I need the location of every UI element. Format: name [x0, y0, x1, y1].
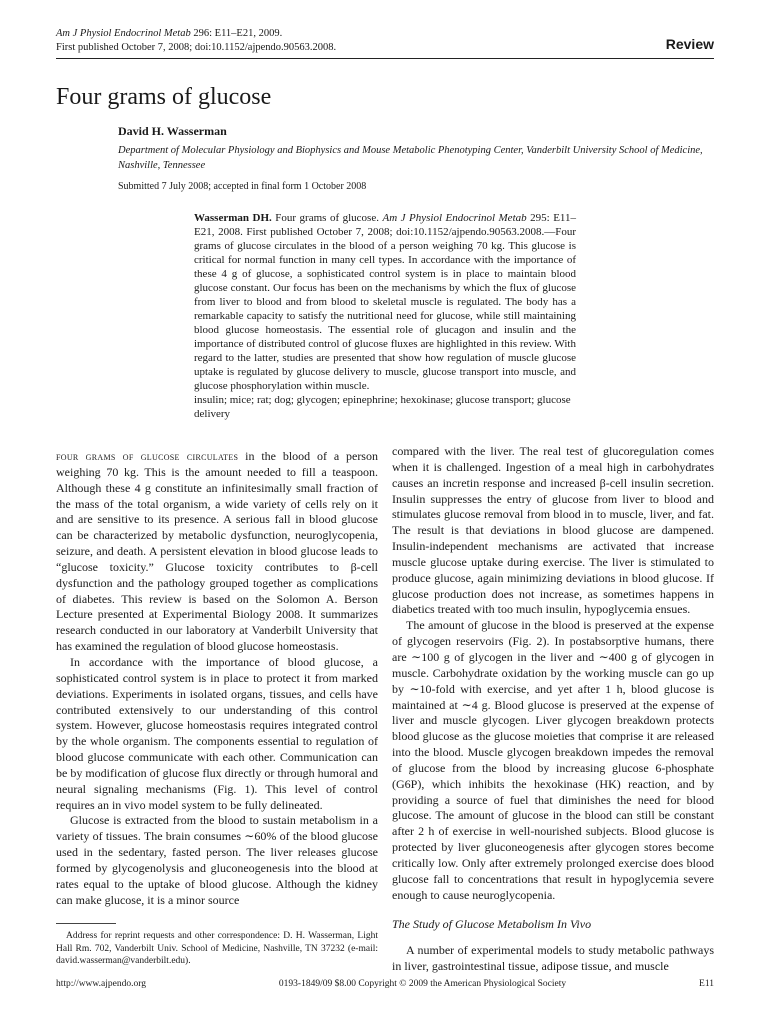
paragraph-text: in the blood of a person weighing 70 kg. This is the amount needed to fill a teaspoon. Although these 4 g constitute an infinitesimally small fraction of the mass of the total organism, a wide variety of cells rely on it and are sensitive to its presence. A serious fall in blood glucose can be characterized by metabolic dysfunction, neuroglycopenia, seizure, and death. A persistent elevation in blood glucose leads to “glucose toxicity.” Glucose toxicity contributes to β-cell dysfunction and the pathology grouped together as complications of diabetes. This review is based on the Solomon A. Berson Lecture presented at Experimental Biology 2008. It summarizes research conducted in our laboratory at Vanderbilt University that has examined the regulation of blood glucose homeostasis. [56, 449, 378, 654]
abstract [194, 211, 576, 393]
lead-in: four grams of glucose circulates [56, 449, 239, 463]
journal-url[interactable]: http://www.ajpendo.org [56, 979, 146, 989]
paragraph [56, 449, 378, 655]
paragraph: A number of experimental models to study metabolic pathways in liver, gastrointestinal tissue, adipose tissue, and muscle [392, 943, 714, 974]
journal-header [56, 27, 336, 55]
page-footer [56, 979, 714, 989]
journal-name: Am J Physiol Endocrinol Metab [56, 28, 191, 39]
author-affiliation: Department of Molecular Physiology and Biophysics and Mouse Metabolic Phenotyping Center, Vanderbilt University School of Medicine, Nashville, Tennessee [118, 145, 703, 171]
copyright-line: 0193-1849/09 $8.00 Copyright © 2009 the American Physiological Society [278, 979, 567, 989]
abstract-text: Four grams of glucose circulates in the blood of a person weighing 70 kg. This glucose is critical for normal function in many cell types. In accordance with the importance of these 4 g of glucose, a sophisticated control system is in place to maintain blood glucose constant. Our focus has been on the mechanisms by which the flux of glucose from liver to blood and from blood to skeletal muscle is regulated. The body has a remarkable capacity to satisfy the nutritional need for glucose, while still maintaining blood glucose homeostasis. The essential role of glucagon and insulin and the importance of distributed control of glucose fluxes are highlighted in this review. With regard to the latter, studies are presented that show how regulation of muscle glucose uptake is regulated by glucose delivery to muscle, glucose transport into muscle, and glucose phosphorylation within muscle. [194, 226, 576, 392]
paragraph: In accordance with the importance of blood glucose, a sophisticated control system is in place to protect it from marked deviations. Experiments in isolated organs, tissues, and cells have contributed extensively to our understanding of this control system. However, glucose homeostasis requires integrated control by the whole organism. The components essential to regulation of blood glucose communicate with each other. Communication can be by modification of glucose flux directly or through humoral and neural signaling mechanisms (Fig. 1). This level of control requires an in vivo model system to be fully delineated. [56, 654, 378, 812]
body-column-right [392, 444, 714, 975]
page-number: E11 [699, 979, 714, 989]
correspondence-footnote: Address for reprint requests and other correspondence: D. H. Wasserman, Light Hall Rm. 702, Vanderbilt Univ. School of Medicine, Nashville, TN 37232 (e-mail: david.wasserman@vanderbilt.edu). [56, 931, 378, 967]
section-label: Review [665, 36, 714, 52]
journal-citation: 296: E11–E21, 2009. [190, 28, 283, 39]
article-title: Four grams of glucose [56, 84, 272, 110]
section-subheading: The Study of Glucose Metabolism In Vivo [392, 917, 592, 932]
paragraph: Glucose is extracted from the blood to sustain metabolism in a variety of tissues. The brain consumes ∼60% of the blood glucose used in the sedentary, fasted person. The liver releases glucose formed by glycogenolysis and gluconeogenesis into the blood at rates equal to the uptake of blood glucose. Although the kidney can make glucose, it is a minor source [56, 813, 378, 907]
paragraph: compared with the liver. The real test of glucoregulation comes when it is challenged. Ingestion of a meal high in carbohydrates causes an incretin response and increased β-cell insulin secretion. Insulin suppresses the entry of glucose from liver to blood and stimulates glucose removal from blood in to muscle, liver, and fat. The result is that deviations in blood glucose are dampened. Insulin-independent mechanisms are activated that increase muscle glucose uptake during exercise. The liver is stimulated to produce glucose, again minimizing deviations in blood glucose. If glucose production does not increase, as sometimes happens in diabetics treated with too much insulin, hypoglycemia ensues. [392, 444, 714, 617]
publish-line: First published October 7, 2008; doi:10.1152/ajpendo.90563.2008. [56, 42, 337, 53]
footnote-rule [56, 923, 116, 924]
abstract-cite-author: Wasserman DH. [194, 212, 272, 224]
submission-dates: Submitted 7 July 2008; accepted in final form 1 October 2008 [118, 181, 367, 192]
abstract-cite-journal: Am J Physiol Endocrinol Metab [382, 212, 527, 224]
paragraph: The amount of glucose in the blood is preserved at the expense of glycogen reservoirs (Fig. 2). In postabsorptive humans, there are ∼100 g of glycogen in the liver and ∼400 g of glycogen in muscle. Carbohydrate oxidation by the working muscle can go up by ∼10-fold with exercise, and yet after 1 h, blood glucose is maintained at ∼4 g. Blood glucose is preserved at the expense of liver and muscle glycogen. Liver glycogen breakdown protects blood glucose as the glucose moieties that comprise it are released into the blood. Muscle glycogen breakdown impedes the removal of glucose from the blood by increasing glucose 6-phosphate (G6P), which inhibits the hexokinase (HK) reaction, and by providing a source of fuel that diminishes the need for blood glucose. The amount of glucose in the blood can still be constant after 2 h of exercise in well-nourished subjects. Blood glucose is protected by liver gluconeogenesis after glycogen stores become critically low. Only after extremely prolonged exercise does blood glucose fall to concentrations that result in hypoglycemia severe enough to cause neuroglycopenia. [392, 618, 714, 902]
author-name: David H. Wasserman [118, 124, 227, 138]
header-rule [56, 58, 714, 59]
abstract-cite-rest: 295: E11–E21, 2008. First published October 7, 2008; doi:10.1152/ajpendo.90563.2008.— [194, 212, 576, 238]
abstract-cite-title: Four grams of glucose. [271, 212, 383, 224]
keywords: insulin; mice; rat; dog; glycogen; epinephrine; hexokinase; glucose transport; glucose delivery [194, 394, 571, 420]
body-column-left [56, 449, 378, 908]
